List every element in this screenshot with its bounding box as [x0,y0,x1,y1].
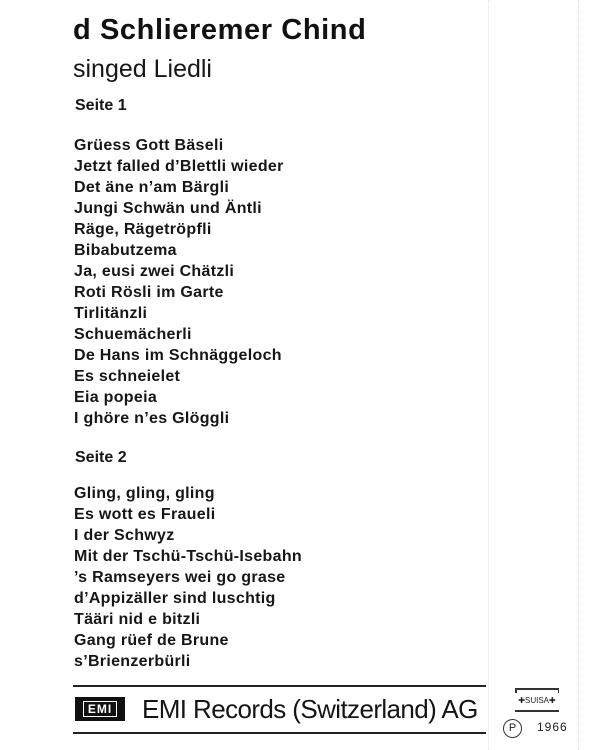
divider-bottom [73,732,486,734]
side-1-track-list [74,135,284,429]
track-item: Es wott es Fraueli [74,506,216,523]
track-item: De Hans im Schnäggeloch [74,347,282,364]
track-item: Grüess Gott Bäseli [74,137,224,154]
track-item: Gang rüef de Brune [74,632,229,649]
track-item: Bibabutzema [74,242,177,259]
track-item: Roti Rösli im Garte [74,284,224,301]
track-item: Schuemächerli [74,326,192,343]
suisa-badge [515,688,559,712]
suisa-text: ✚SUISA✚ [518,695,556,705]
track-item: Tirlitänzli [74,305,148,322]
emi-logo-text: EMI [83,701,117,717]
phonogram-copyright-icon: P [503,719,522,738]
track-item: Ja, eusi zwei Chätzli [74,263,235,280]
track-item: Det äne n’am Bärgli [74,179,230,196]
track-item: Jetzt falled d’Blettli wieder [74,158,284,175]
track-item: Mit der Tschü-Tschü-Isebahn [74,548,302,565]
divider-top [73,685,486,687]
track-item: Jungi Schwän und Äntli [74,200,262,217]
album-subtitle: singed Liedli [73,55,212,83]
record-label-name: EMI Records (Switzerland) AG [142,694,478,724]
track-item: s’Brienzerbürli [74,653,191,670]
track-item: Tääri nid e bitzli [74,611,201,628]
album-artist: d Schlieremer Chind [73,14,367,46]
track-item: ’s Ramseyers wei go grase [74,569,286,586]
side-2-track-list [74,483,302,672]
track-item: I ghöre n’es Glöggli [74,410,230,427]
fold-line [488,0,490,750]
track-item: Räge, Rägetröpfli [74,221,212,238]
copyright-year: 1966 [537,720,568,734]
emi-logo [75,697,125,721]
side-2-heading: Seite 2 [75,449,127,466]
track-item: d’Appizäller sind luschtig [74,590,276,607]
track-item: I der Schwyz [74,527,175,544]
fold-line [578,0,580,750]
side-1-heading: Seite 1 [75,97,127,114]
track-item: Gling, gling, gling [74,485,215,502]
track-item: Eia popeia [74,389,158,406]
track-item: Es schneielet [74,368,181,385]
